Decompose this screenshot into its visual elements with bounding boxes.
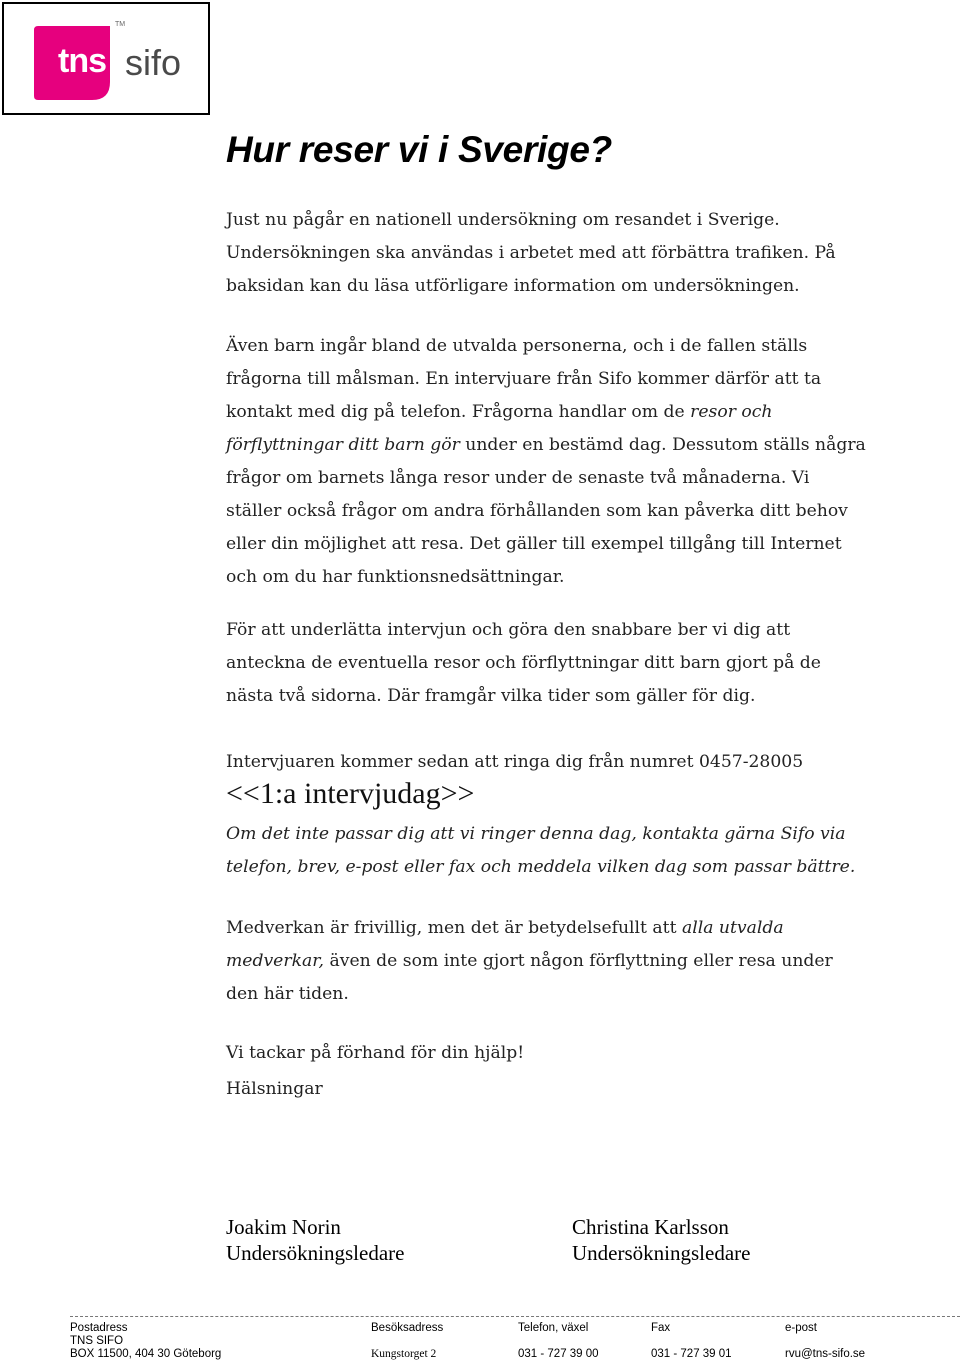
logo-brand-sifo: sifo xyxy=(125,42,182,83)
alternative-contact-paragraph: Om det inte passar dig att vi ringer denna dag, kontakta gärna Sifo via telefon, brev, e-post eller fax och meddela vilken dag som passar bättre. xyxy=(226,824,856,877)
call-line: Intervjuaren kommer sedan att ringa dig från numret 0457-28005 xyxy=(226,752,804,772)
signature-role: Undersökningsledare xyxy=(226,1241,405,1265)
signature-name: Joakim Norin xyxy=(226,1215,341,1239)
signature-name: Christina Karlsson xyxy=(572,1215,729,1239)
logo-box xyxy=(2,2,210,115)
footer-postal-line1: TNS SIFO xyxy=(70,1335,124,1347)
footer-visiting-value: Kungstorget 2 xyxy=(371,1348,437,1360)
footer-phone-label: Telefon, växel xyxy=(518,1322,589,1334)
children-paragraph xyxy=(226,330,866,594)
interview-date-placeholder: <<1:a intervjudag>> xyxy=(226,777,475,810)
volunteer-text-end: även de som inte gjort någon förflyttning eller resa under den här tiden. xyxy=(226,951,833,1004)
footer-postal-label: Postadress xyxy=(70,1322,128,1334)
footer-visiting-label: Besöksadress xyxy=(371,1322,444,1334)
footer-divider xyxy=(70,1316,960,1317)
volunteer-text-start: Medverkan är frivillig, men det är betydelsefullt att xyxy=(226,918,682,938)
footer-postal-line2: BOX 11500, 404 30 Göteborg xyxy=(70,1348,222,1360)
footer-email xyxy=(785,1322,865,1361)
logo-trademark: TM xyxy=(115,21,126,28)
children-emphasis: resor och förflyttningar ditt barn gör xyxy=(226,402,773,455)
footer-fax-label: Fax xyxy=(651,1322,671,1334)
footer-phone-value: 031 - 727 39 00 xyxy=(518,1348,599,1360)
thanks-line: Vi tackar på förhand för din hjälp! xyxy=(226,1043,525,1063)
greeting-line: Hälsningar xyxy=(226,1079,323,1099)
footer-fax-value: 031 - 727 39 01 xyxy=(651,1348,732,1360)
children-text-start: Även barn ingår bland de utvalda personerna, och i de fallen ställs frågorna till målsman. En intervjuare från Sifo kommer därför att ta kontakt med dig på telefon. Frågorna handlar om de xyxy=(226,336,822,422)
children-text-end: under en bestämd dag. Dessutom ställs några frågor om barnets långa resor under de senaste två månaderna. Vi ställer också frågor om andra förhållanden som kan påverka ditt behov eller din möjlighet att resa. Det gäller till exempel tillgång till Internet och om du har funktionsnedsättningar. xyxy=(226,435,866,587)
signature-2 xyxy=(572,1214,750,1266)
intro-paragraph: Just nu pågår en nationell undersökning om resandet i Sverige. Undersökningen ska användas i arbetet med att förbättra trafiken. På baksidan kan du läsa utförligare information om undersökningen. xyxy=(226,210,836,296)
footer-postal-address xyxy=(70,1322,221,1361)
footer-email-value[interactable]: rvu@tns-sifo.se xyxy=(785,1348,866,1360)
footer-fax xyxy=(651,1322,732,1361)
footer-visiting-address xyxy=(371,1322,443,1361)
signature-1 xyxy=(226,1214,404,1266)
note-paragraph: För att underlätta intervjun och göra den snabbare ber vi dig att anteckna de eventuella resor och förflyttningar ditt barn gjort på de nästa två sidorna. Där framgår vilka tider som gäller för dig. xyxy=(226,620,821,706)
letter-title: Hur reser vi i Sverige? xyxy=(226,129,612,170)
logo-brand-tns: tns xyxy=(58,42,106,80)
footer-phone xyxy=(518,1322,599,1361)
signature-role: Undersökningsledare xyxy=(572,1241,751,1265)
volunteer-paragraph xyxy=(226,912,866,1011)
volunteer-emphasis: alla utvalda medverkar, xyxy=(226,918,784,971)
footer-email-label: e-post xyxy=(785,1322,817,1334)
